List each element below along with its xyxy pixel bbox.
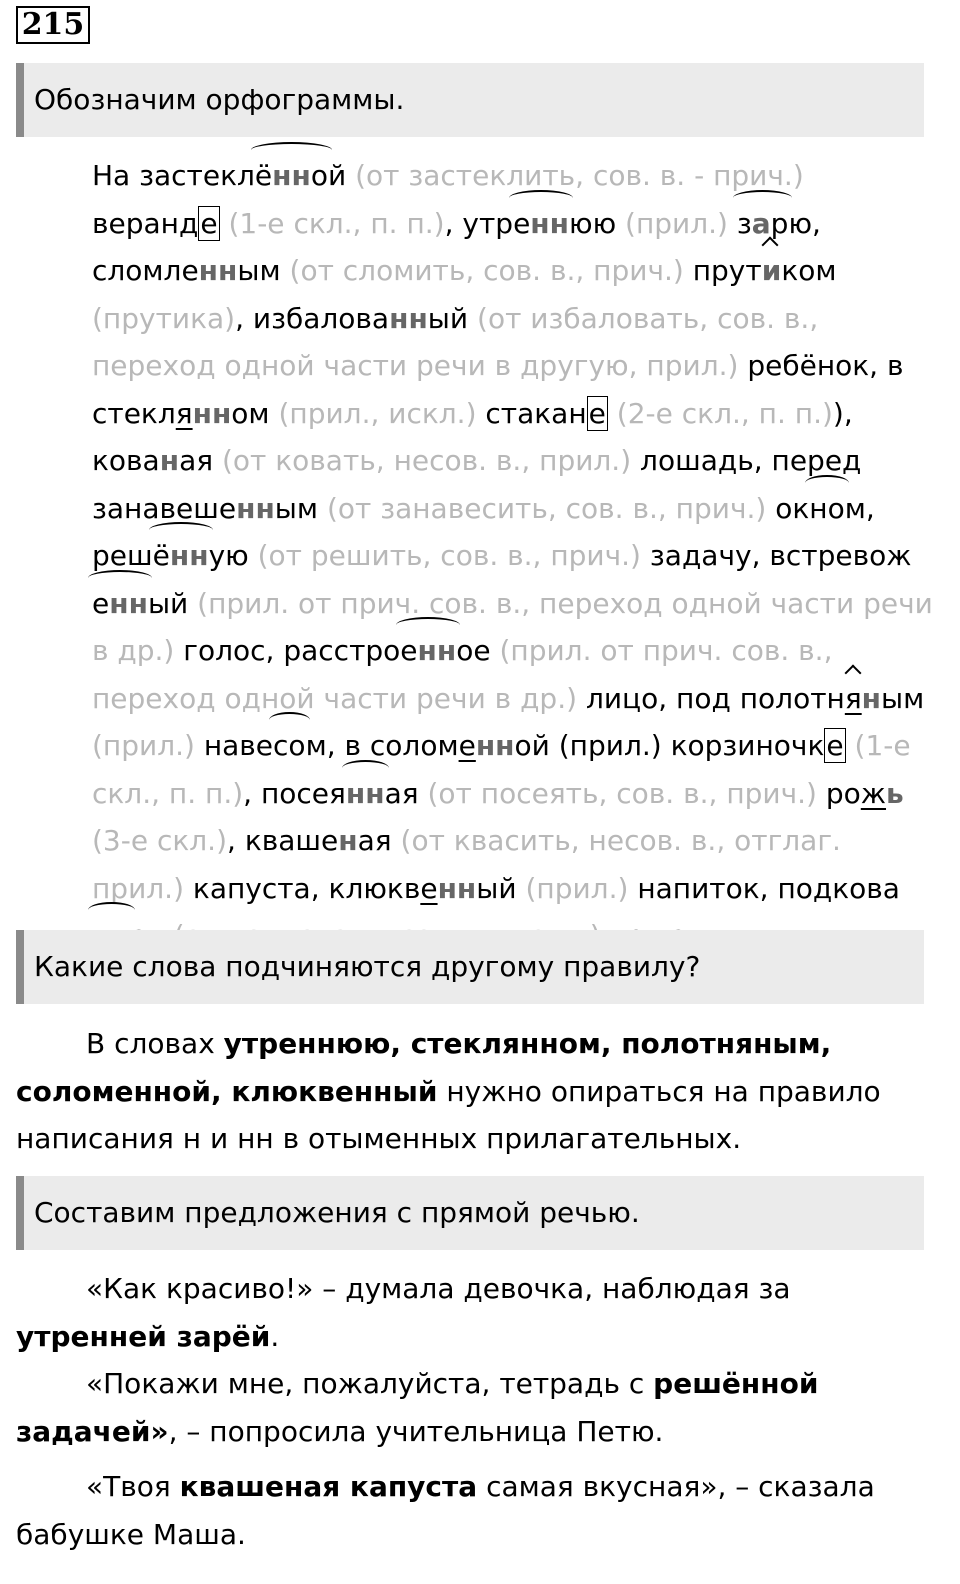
sentence: [16, 1463, 938, 1558]
answer-word: навесом: [204, 729, 327, 762]
explanation: (прил. от прич. сов. в., переход одной части речи в др.): [92, 586, 933, 667]
explanation: (от избаловать, сов. в., переход одной части речи в другую, прил.): [92, 301, 819, 382]
rule-answer-paragraph: [16, 1020, 938, 1163]
direct-speech-sentences: [16, 1265, 938, 1558]
explanation: (от занавесить, сов. в., прич.): [326, 491, 767, 525]
sentence-text: самая вкусная», – сказала бабушке Маша.: [16, 1470, 875, 1551]
answer-word: посеянная: [261, 777, 419, 810]
explanation: (прил.): [525, 871, 629, 905]
sentence-highlight: решённой задачей»: [16, 1367, 819, 1448]
answer-word: На застеклённой: [92, 159, 346, 192]
explanation: (прутика): [92, 301, 236, 335]
answer-word: капуста: [192, 871, 311, 905]
answer-word: голос: [183, 634, 266, 667]
sentence-text: «Твоя: [86, 1470, 171, 1503]
sentence-text: .: [270, 1319, 280, 1353]
answer-word: сломленным: [92, 254, 281, 287]
sentence: [16, 1360, 938, 1455]
answer-word: корзиночке: [670, 729, 844, 762]
answer-word: подкова: [92, 872, 900, 953]
explanation: (прил.): [92, 729, 195, 762]
answer-word: квашеная: [244, 824, 392, 857]
answer-word: встревоженный: [92, 539, 911, 620]
sentence-text: «Покажи мне, пожалуйста, тетрадь с: [86, 1367, 645, 1400]
explanation: (1-е скл., п. п.): [228, 206, 445, 240]
rule-answer-rest: нужно опираться на правило написания н и нн в отыменных прилагательных.: [16, 1074, 881, 1155]
rule-answer-words: утреннюю, стеклянном, полотняным, соломенной, клюквенный: [16, 1027, 832, 1108]
explanation: (1-е скл., п. п.): [92, 729, 911, 810]
answer-word: зарю: [737, 207, 812, 240]
answer-word: стеклянном: [92, 396, 270, 430]
answer-word: прутиком: [693, 254, 837, 287]
explanation: (прил., искл.): [278, 396, 477, 430]
rule-answer: [16, 1020, 938, 1163]
explanation: (от квасить, несов. в., отглаг. прил.): [92, 824, 841, 905]
answer-word: напиток: [637, 871, 760, 905]
answer-word: задачу: [649, 539, 752, 572]
answer-word: занавешенным: [92, 491, 319, 525]
explanation: (прил.): [625, 206, 728, 240]
answer-word: избалованный: [252, 301, 469, 335]
orthogram-paragraph: На застеклённой (от застеклить, сов. в. - прич.) веранде (1-е скл., п. п.), утреннюю (прил.) зарю, сломленным (от сломить, сов. в., прич.) прутиком (прутика), избалованный (от избаловать, сов. в., переход одной части речи в другую, прил.) ребёнок, в стеклянном (прил., искл.) стакане (2-е скл., п. п.)), кованая (от ковать, несов. в., прил.) лошадь, перед занавешенным (от занавесить, сов. в., прич.) окном, решённую (от решить, сов. в., прич.) задачу, встревоженный (прил. от прич. сов. в., переход одной части речи в др.) голос, расстроенное (прил. от прич. сов. в., переход одной части речи в др.) лицо, под полотняным (прил.) навесом, в соломенной (прил.) корзиночке (1-е скл., п. п.), посеянная (от посеять, сов. в., прич.) рожь (3-е скл.), квашеная (от квасить, несов. в., отглаг. прил.) капуста, клюквенный (прил.) напиток, подкова: [16, 152, 938, 960]
answer-word: решённую: [92, 539, 249, 572]
explanation: (3-е скл.): [92, 824, 227, 857]
explanation: (от решить, сов. в., прич.): [257, 539, 641, 572]
sentence-highlight: квашеная капуста: [179, 1470, 478, 1503]
section-header-orthograms: [16, 63, 924, 137]
sentence-text: «Как красиво!» – думала девочка, наблюдая за: [86, 1272, 791, 1305]
answer-word: окном: [775, 492, 866, 525]
answer-word: стакане: [485, 396, 606, 430]
explanation: (прил. от прич. сов. в., переход одной части речи в др.): [92, 634, 833, 715]
exercise-number: 215: [16, 6, 90, 44]
sentence-text: , – попросила учительница Петю.: [168, 1414, 664, 1448]
explanation: (2-е скл., п. п.): [616, 396, 833, 430]
section-header-text: Составим предложения с прямой речью.: [34, 1196, 640, 1230]
answer-word: рожь: [825, 776, 904, 810]
section-header-other-rule: [16, 930, 924, 1004]
answer-word: расстроенное: [283, 634, 490, 667]
explanation: (от ковать, несов. в., прил.): [221, 444, 632, 477]
answer-word: веранде: [92, 206, 218, 240]
section-header-text: Какие слова подчиняются другому правилу?: [34, 950, 701, 984]
sentence-highlight: утренней зарёй: [16, 1319, 271, 1353]
answer-word: соломенной: [369, 729, 550, 762]
section-header-text: Обозначим орфограммы.: [34, 83, 405, 117]
answer-word: клюквенный: [328, 871, 517, 905]
section-header-direct-speech: [16, 1176, 924, 1250]
answer-word: полотняным: [740, 682, 925, 715]
answer-word: лицо: [585, 681, 659, 715]
answer-word: лошадь: [640, 444, 754, 477]
explanation: (от посеять, сов. в., прич.): [427, 776, 817, 810]
answer-word: кованая: [92, 444, 214, 477]
explanation: (прил.): [558, 729, 662, 762]
explanation: (от сломить, сов. в., прич.): [289, 254, 684, 287]
answer-word: утреннюю: [462, 207, 616, 240]
explanation: (от застеклить, сов. в. - прич.): [355, 159, 804, 192]
answer-word: ребёнок: [747, 349, 870, 382]
sentence: [16, 1265, 938, 1360]
rule-answer-intro: В словах: [86, 1027, 215, 1060]
orthogram-text: [16, 152, 938, 960]
